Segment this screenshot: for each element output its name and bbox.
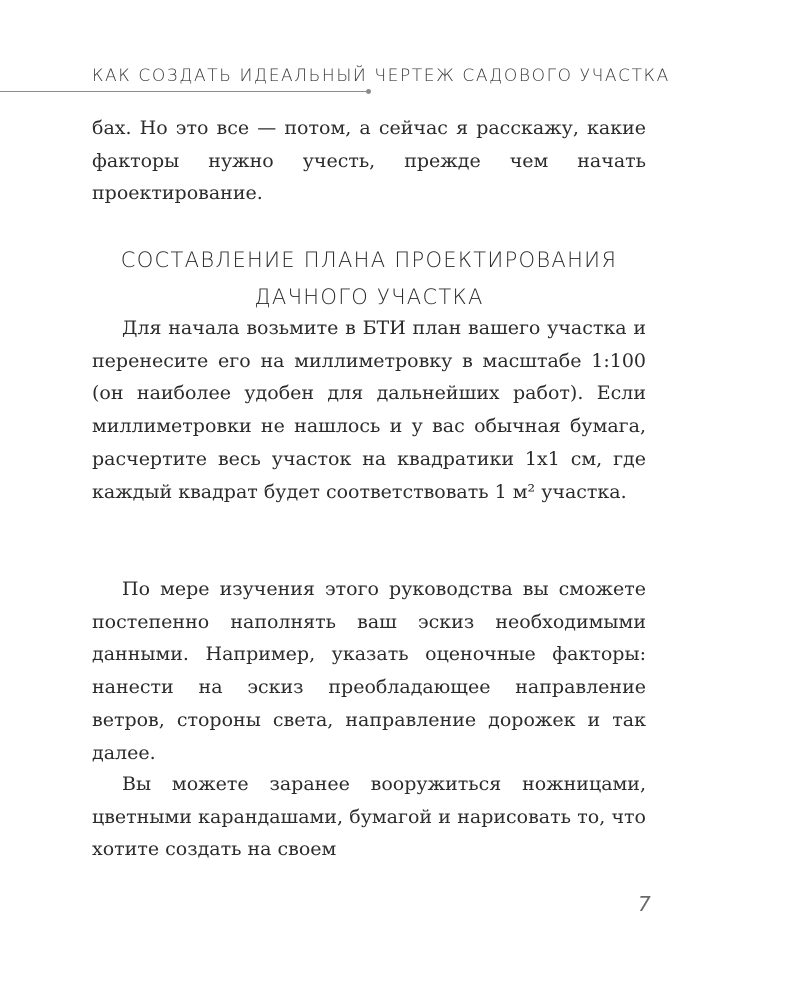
header-rule [0, 91, 368, 92]
header-rule-end-dot [366, 89, 371, 94]
body-paragraph: По мере изучения этого руководства вы сможете постепенно наполнять ваш эскиз необходимыми данными. Например, указать оценочные факторы: нанести на эскиз преобладающее направление ветров, стороны света, направление дорожек и так далее. [92, 578, 646, 764]
section-heading-line-1: СОСТАВЛЕНИЕ ПЛАНА ПРОЕКТИРОВАНИЯ [120, 248, 618, 272]
section-heading-line-2: ДАЧНОГО УЧАСТКА [254, 285, 484, 309]
body-paragraph: Вы можете заранее вооружиться ножницами, цветными карандашами, бумагой и нарисовать то, что хотите создать на своем [92, 773, 646, 861]
section-heading [92, 242, 646, 316]
intro-paragraph: бах. Но это все — потом, а сейчас я расскажу, какие факторы нужно учесть, прежде чем начать проектирование. [92, 117, 646, 205]
running-header: КАК СОЗДАТЬ ИДЕАЛЬНЫЙ ЧЕРТЕЖ САДОВОГО УЧАСТКА [92, 66, 670, 86]
page-number: 7 [638, 892, 651, 916]
body-paragraph: Для начала возьмите в БТИ план вашего участка и перенесите его на миллиметровку в масштабе 1:100 (он наиболее удобен для дальнейших работ). Если миллиметровки не нашлось и у вас обычная бумага, расчертите весь участок на квадратики 1х1 см, где каждый квадрат будет соответствовать 1 м² участка. [92, 317, 646, 503]
